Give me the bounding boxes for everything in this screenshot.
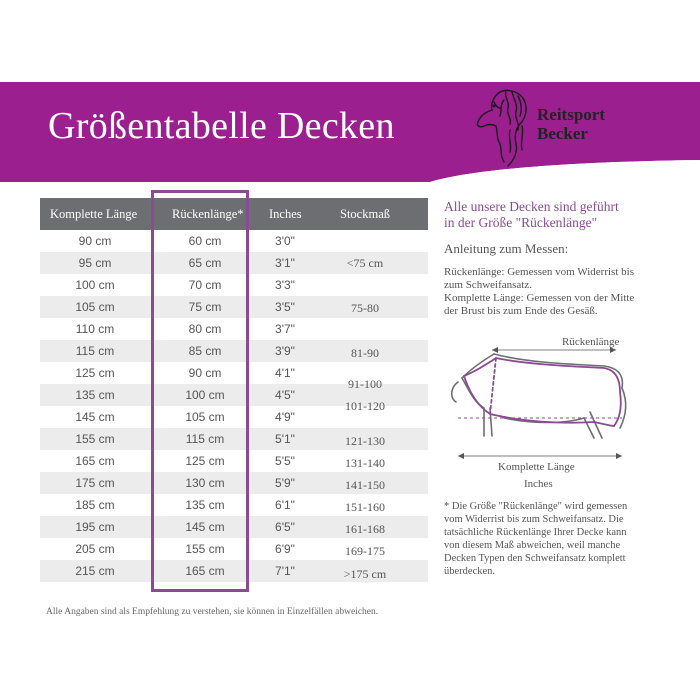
cell-komplett: 110 cm xyxy=(75,322,115,336)
cell-inches: 3'1" xyxy=(275,256,295,270)
stockmass-value: 141-150 xyxy=(345,478,385,492)
cell-komplett: 195 cm xyxy=(75,520,115,534)
cell-ruecken: 65 cm xyxy=(188,256,222,270)
cell-inches: 6'9" xyxy=(275,542,295,556)
cell-komplett: 105 cm xyxy=(75,300,115,314)
col-header-komplett: Komplette Länge xyxy=(50,207,138,221)
diagram-top-label: Rückenlänge xyxy=(562,336,620,348)
cell-inches: 6'1" xyxy=(275,498,295,512)
cell-komplett: 95 cm xyxy=(78,256,112,270)
disclaimer: Alle Angaben sind als Empfehlung zu verstehen, sie können in Einzelfällen abweichen. xyxy=(46,607,379,617)
info-headline xyxy=(444,199,694,231)
info-body-line-2: zum Schweifansatz. xyxy=(444,279,532,291)
cell-inches: 3'9" xyxy=(275,344,295,358)
info-headline-line-1: Alle unsere Decken sind geführt xyxy=(444,199,619,214)
cell-komplett: 175 cm xyxy=(75,476,115,490)
cell-inches: 5'9" xyxy=(275,476,295,490)
horse-silhouette-icon xyxy=(452,354,626,438)
bottom-arrow-right-icon xyxy=(616,453,622,459)
cell-inches: 6'5" xyxy=(275,520,295,534)
info-body-line-3: Komplette Länge: Gemessen von der Mitte xyxy=(444,292,635,304)
cell-komplett: 100 cm xyxy=(75,278,115,292)
stockmass-value: 169-175 xyxy=(345,544,385,558)
diagram-bottom-label: Komplette Länge xyxy=(498,461,575,473)
cell-inches: 4'5" xyxy=(275,388,295,402)
cell-komplett: 215 cm xyxy=(75,564,115,578)
cell-inches: 4'1" xyxy=(275,366,295,380)
note-line-3: tatsächliche Rückenlänge Ihrer Decke kann xyxy=(444,527,627,538)
stockmass-value: >175 cm xyxy=(343,567,387,581)
cell-ruecken: 115 cm xyxy=(185,432,225,446)
cell-ruecken: 165 cm xyxy=(185,564,225,578)
cell-inches: 3'5" xyxy=(275,300,295,314)
stockmass-value: 75-80 xyxy=(351,301,379,315)
cell-ruecken: 90 cm xyxy=(188,366,222,380)
col-header-stockmass: Stockmaß xyxy=(340,207,390,221)
horse-logo-icon xyxy=(470,86,532,168)
brand-line-2: Becker xyxy=(537,124,588,143)
brand-line-1: Reitsport xyxy=(537,105,605,124)
top-arrow-left-icon xyxy=(492,347,498,353)
cell-komplett: 135 cm xyxy=(75,388,115,402)
cell-ruecken: 100 cm xyxy=(185,388,225,402)
blanket-outline xyxy=(464,358,621,426)
stockmass-value: 91-100 xyxy=(348,377,382,391)
cell-inches: 4'9" xyxy=(275,410,295,424)
page-title: Größentabelle Decken xyxy=(48,105,395,147)
rueckenlaenge-highlight xyxy=(151,190,249,592)
cell-ruecken: 105 cm xyxy=(185,410,225,424)
stockmass-value: 151-160 xyxy=(345,500,385,514)
horse-measuring-diagram xyxy=(444,332,694,492)
stockmass-value: 81-90 xyxy=(351,346,379,360)
note-line-4: von diesem Maß abweichen, weil manche xyxy=(444,540,621,551)
note-line-1: * Die Größe "Rückenlänge" wird gemessen xyxy=(444,501,628,512)
info-headline-line-2: in der Größe "Rückenlänge" xyxy=(444,215,598,230)
cell-inches: 3'7" xyxy=(275,322,295,336)
col-header-ruecken: Rückenlänge* xyxy=(172,207,244,221)
stockmass-value: 101-120 xyxy=(345,399,385,413)
cell-komplett: 115 cm xyxy=(75,344,115,358)
cell-komplett: 185 cm xyxy=(75,498,115,512)
note-line-5: Decken Typen den Schweifansatz komplett xyxy=(444,553,626,564)
cell-komplett: 90 cm xyxy=(78,234,112,248)
cell-ruecken: 60 cm xyxy=(188,234,222,248)
cell-komplett: 125 cm xyxy=(75,366,115,380)
brand-name xyxy=(537,105,605,143)
cell-ruecken: 70 cm xyxy=(188,278,222,292)
cell-ruecken: 145 cm xyxy=(185,520,225,534)
cell-inches: 3'0" xyxy=(275,234,295,248)
cell-komplett: 145 cm xyxy=(75,410,115,424)
cell-komplett: 165 cm xyxy=(75,454,115,468)
cell-ruecken: 125 cm xyxy=(185,454,225,468)
note-line-6: überdecken. xyxy=(444,566,496,577)
cell-ruecken: 130 cm xyxy=(185,476,225,490)
cell-inches: 5'5" xyxy=(275,454,295,468)
note-line-2: vom Widerrist bis zum Schweifansatz. Die xyxy=(444,514,624,525)
stockmass-value: 131-140 xyxy=(345,456,385,470)
info-body-line-4: der Brust bis zum Ende des Gesäß. xyxy=(444,305,598,317)
stockmass-value: 121-130 xyxy=(345,434,385,448)
size-note xyxy=(444,500,694,578)
cell-ruecken: 135 cm xyxy=(185,498,225,512)
cell-ruecken: 155 cm xyxy=(185,542,225,556)
stockmass-value: 161-168 xyxy=(345,522,385,536)
info-body xyxy=(444,266,689,318)
stockmass-value: <75 cm xyxy=(346,256,384,270)
col-header-inches: Inches xyxy=(269,207,302,221)
cell-inches: 5'1" xyxy=(275,432,295,446)
cell-inches: 7'1" xyxy=(275,564,295,578)
info-subheading: Anleitung zum Messen: xyxy=(444,241,569,256)
cell-inches: 3'3" xyxy=(275,278,295,292)
cell-ruecken: 80 cm xyxy=(188,322,222,336)
info-body-line-1: Rückenlänge: Gemessen vom Widerrist bis xyxy=(444,266,634,278)
cell-ruecken: 75 cm xyxy=(188,300,222,314)
cell-komplett: 205 cm xyxy=(75,542,115,556)
diagram-inches-label: Inches xyxy=(524,478,553,490)
cell-komplett: 155 cm xyxy=(75,432,115,446)
bottom-arrow-left-icon xyxy=(458,453,464,459)
cell-ruecken: 85 cm xyxy=(188,344,222,358)
